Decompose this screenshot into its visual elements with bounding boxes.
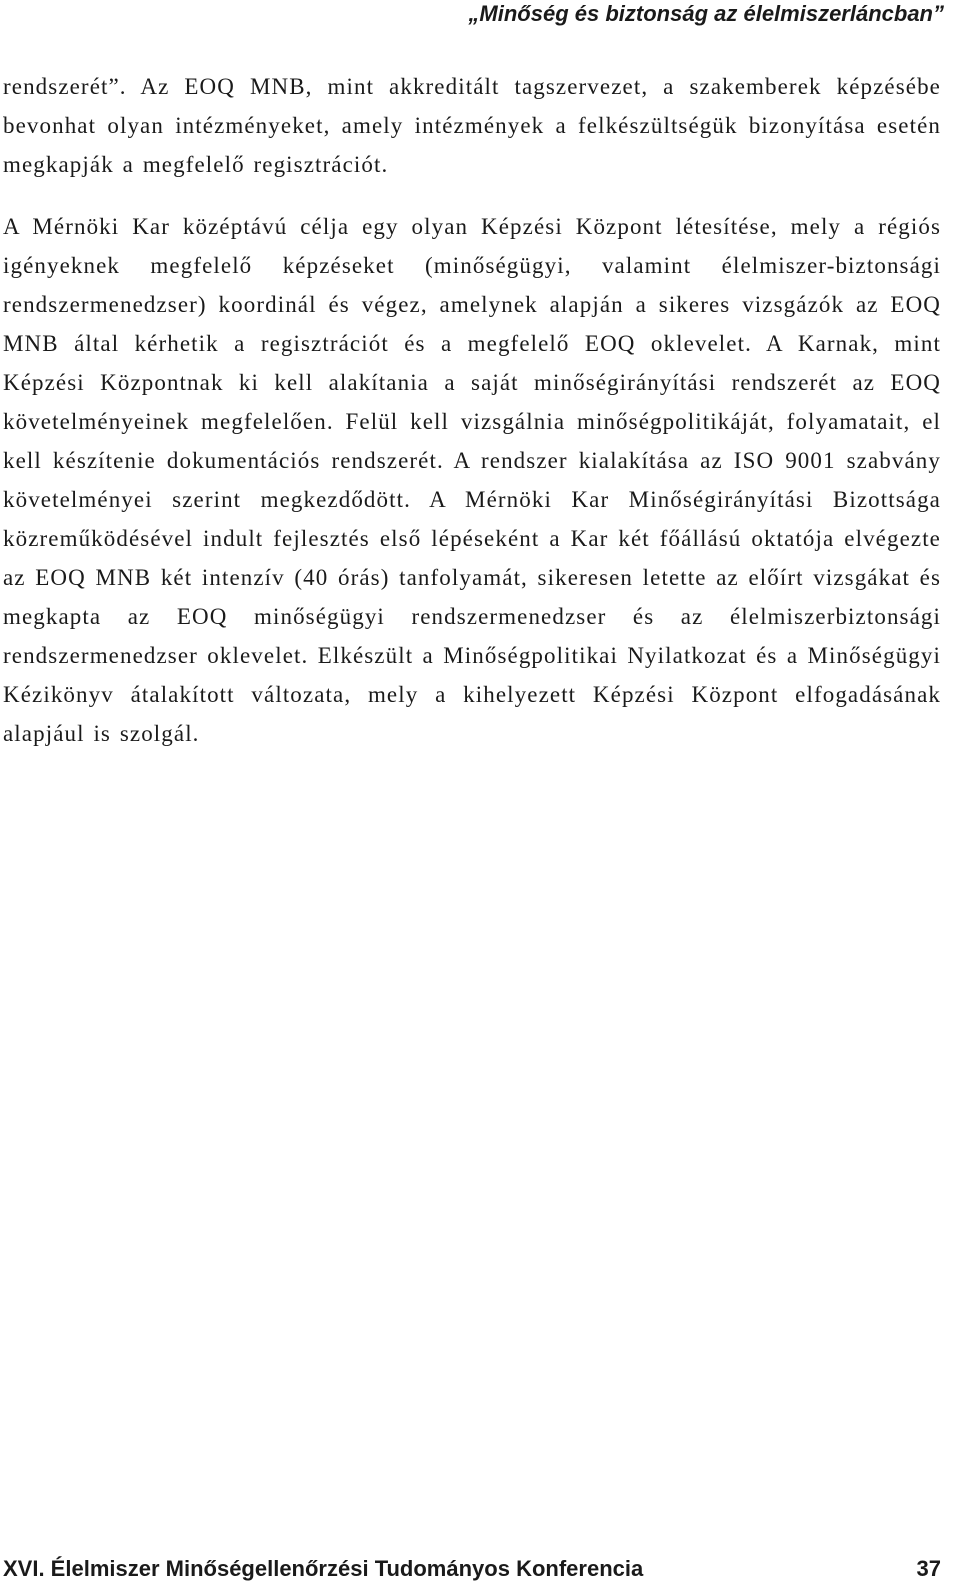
footer-conference-title: XVI. Élelmiszer Minőségellenőrzési Tudományos Konferencia [3, 1556, 644, 1581]
body-paragraph-2: A Mérnöki Kar középtávú célja egy olyan Képzési Központ létesítése, mely a régiós igényeknek megfelelő képzéseket (minőségügyi, valamint élelmiszer-biztonsági rendszermenedzser) koordinál és végez, amelynek alapján a sikeres vizsgázók az EOQ MNB által kérhetik a regisztrációt és a megfelelő EOQ oklevelet. A Karnak, mint Képzési Központnak ki kell alakítania a saját minőségirányítási rendszerét az EOQ követelményeinek megfelelően. Felül kell vizsgálnia minőségpolitikáját, folyamatait, el kell készítenie dokumentációs rendszerét. A rendszer kialakítása az ISO 9001 szabvány követelményei szerint megkezdődött. A Mérnöki Kar Minőségirányítási Bizottsága közreműködésével indult fejlesztés első lépéseként a Kar két főállású oktatója elvégezte az EOQ MNB két intenzív (40 órás) tanfolyamát, sikeresen letette az előírt vizsgákat és megkapta az EOQ minőségügyi rendszermenedzser és az élelmiszerbiztonsági rendszermenedzser oklevelet. Elkészült a Minőségpolitikai Nyilatkozat és a Minőségügyi Kézikönyv átalakított változata, mely a kihelyezett Képzési Központ elfogadásának alapjául is szolgál. [3, 214, 941, 746]
page-number: 37 [916, 1556, 941, 1581]
page-footer [3, 1553, 941, 1585]
body-paragraph-1: rendszerét”. Az EOQ MNB, mint akkreditált tagszervezet, a szakemberek képzésébe bevonhat olyan intézményeket, amely intézmények a felkészültségük bizonyítása esetén megkapják a megfelelő regisztrációt. [3, 74, 941, 177]
running-header-title: „Minőség és biztonság az élelmiszerláncban” [468, 1, 944, 26]
